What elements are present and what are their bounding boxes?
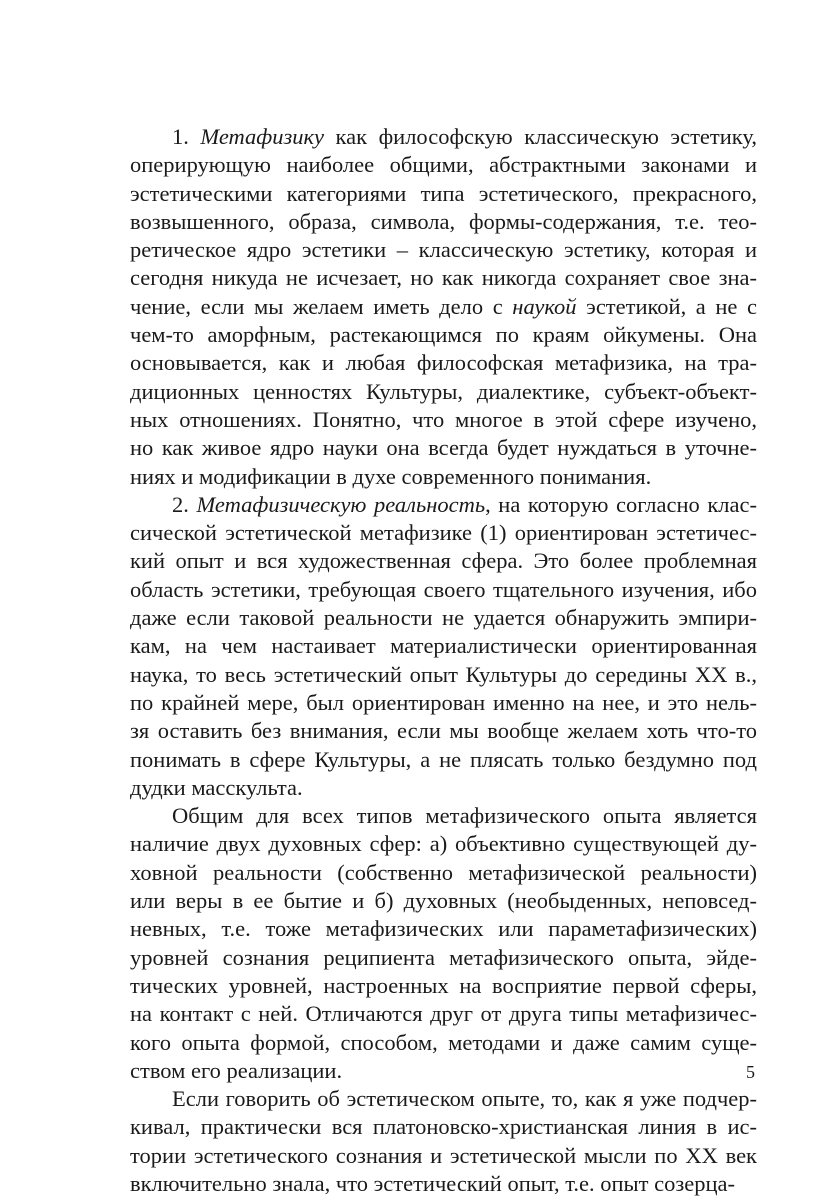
text-run: ных отношениях. Понятно, что многое в этой сфере изучено,: [130, 406, 757, 432]
text-line: [130, 746, 757, 774]
text-run: ством его реализации.: [130, 1057, 343, 1083]
text-run: кивал, практически вся платоновско-христианская линия в ис-: [130, 1114, 757, 1140]
text-run: ниях и модификации в духе современного понимания.: [130, 463, 652, 489]
text-line: [130, 1085, 757, 1113]
text-run: сегодня никуда не исчезает, но как никогда сохраняет свое зна-: [130, 265, 757, 291]
text-run: основывается, как и любая философская метафизика, на тра-: [130, 350, 757, 376]
text-line: [130, 1113, 757, 1141]
text-run: чение, если мы желаем иметь дело с: [130, 293, 513, 319]
text-run: наличие двух духовных сфер: а) объективно существующей ду-: [130, 831, 757, 857]
text-run: по крайней мере, был ориентирован именно на нее, и это нель-: [130, 689, 757, 715]
text-run: зя оставить без внимания, если мы вообще желаем хоть что-то: [130, 718, 757, 744]
text-run: включительно знала, что эстетический опыт, т.е. опыт созерца-: [130, 1170, 735, 1196]
text-line: [130, 830, 757, 858]
paragraph: [130, 1085, 757, 1198]
text-run: эстетикой, а не с: [576, 293, 757, 319]
text-line: [130, 661, 757, 689]
text-line: [130, 972, 757, 1000]
paragraph: [130, 802, 757, 1085]
text-line: [130, 547, 757, 575]
text-line: [130, 519, 757, 547]
text-line: [130, 349, 757, 377]
text-line: [130, 604, 757, 632]
text-run: кого опыта формой, способом, методами и даже самим суще-: [130, 1029, 757, 1055]
paragraph: [130, 123, 757, 491]
text-run: кам, на чем настаивает материалистически ориентированная: [130, 633, 757, 659]
text-run: 2.: [172, 491, 197, 517]
text-line: [130, 406, 757, 434]
text-run: возвышенного, образа, символа, формы-содержания, т.е. тео-: [130, 208, 757, 234]
text-line: [130, 859, 757, 887]
text-run: кий опыт и вся художественная сфера. Это более проблемная: [130, 548, 757, 574]
text-line: [130, 1142, 757, 1170]
text-run: Если говорить об эстетическом опыте, то, как я уже подчер-: [172, 1086, 757, 1112]
text-line: [130, 180, 757, 208]
text-line: [130, 689, 757, 717]
text-line: [130, 944, 757, 972]
text-run: 1.: [172, 124, 201, 149]
paragraph: [130, 491, 757, 802]
text-run: как философскую классическую эстетику,: [324, 124, 757, 149]
text-run: дудки масскульта.: [130, 774, 303, 800]
text-run: эстетическими категориями типа эстетического, прекрасного,: [130, 180, 757, 206]
text-run: но как живое ядро науки она всегда будет нуждаться в уточне-: [130, 435, 757, 461]
text-run: или веры в ее бытие и б) духовных (необыденных, неповсед-: [130, 888, 757, 914]
text-run: тории эстетического сознания и эстетической мысли по ХХ век: [130, 1142, 757, 1168]
text-line: [130, 321, 757, 349]
text-run: на контакт с ней. Отличаются друг от друга типы метафизичес-: [130, 1001, 757, 1027]
text-run: понимать в сфере Культуры, а не плясать только бездумно под: [130, 746, 757, 772]
text-run: область эстетики, требующая своего тщательного изучения, ибо: [130, 576, 757, 602]
text-line: [130, 632, 757, 660]
text-run: даже если таковой реальности не удается обнаружить эмпири-: [130, 605, 757, 631]
text-line: [130, 463, 757, 491]
text-line: [130, 208, 757, 236]
text-line: [130, 1170, 757, 1198]
text-run: чем-то аморфным, растекающимся по краям ойкумены. Она: [130, 322, 757, 348]
text-run: оперирующую наиболее общими, абстрактными законами и: [130, 152, 757, 178]
page-number: 5: [746, 1062, 755, 1082]
text-run: сической эстетической метафизике (1) ориентирован эстетичес-: [130, 520, 757, 546]
text-line: [130, 123, 757, 151]
text-line: [130, 293, 757, 321]
text-run: ретическое ядро эстетики – классическую эстетику, которая и: [130, 237, 757, 263]
text-run: наука, то весь эстетический опыт Культуры до середины ХХ в.,: [130, 661, 757, 687]
italic-term: Метафизику: [200, 124, 325, 149]
body-text: [130, 123, 757, 1198]
text-run: , на которую согласно клас-: [485, 491, 757, 517]
text-line: [130, 915, 757, 943]
text-line: [130, 378, 757, 406]
text-line: [130, 1029, 757, 1057]
text-line: [130, 151, 757, 179]
italic-term: Метафизическую реальность: [196, 491, 486, 517]
text-line: [130, 434, 757, 462]
text-line: [130, 576, 757, 604]
text-line: [130, 802, 757, 830]
text-run: тических уровней, настроенных на восприятие первой сферы,: [130, 972, 757, 998]
text-line: [130, 236, 757, 264]
text-line: [130, 491, 757, 519]
text-run: Общим для всех типов метафизического опыта является: [172, 803, 757, 829]
text-line: [130, 264, 757, 292]
italic-term: наукой: [512, 293, 577, 319]
text-run: ховной реальности (собственно метафизической реальности): [130, 859, 757, 885]
text-run: невных, т.е. тоже метафизических или параметафизических): [130, 916, 757, 942]
text-line: [130, 1057, 757, 1085]
text-line: [130, 774, 757, 802]
text-line: [130, 1000, 757, 1028]
text-run: диционных ценностях Культуры, диалектике, субъект-объект-: [130, 378, 757, 404]
text-line: [130, 717, 757, 745]
text-run: уровней сознания реципиента метафизического опыта, эйде-: [130, 944, 757, 970]
text-line: [130, 887, 757, 915]
